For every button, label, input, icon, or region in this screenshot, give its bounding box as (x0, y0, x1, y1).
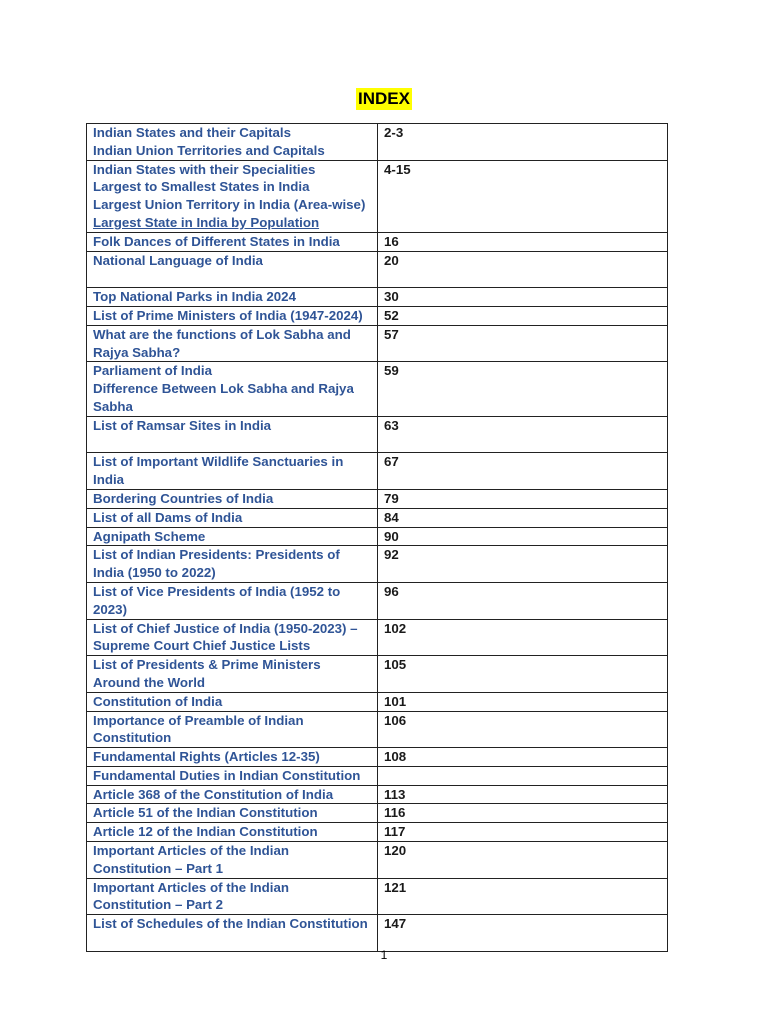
index-page-number: 113 (378, 785, 668, 804)
title-wrap (0, 88, 768, 110)
index-table-body (87, 124, 668, 952)
index-topic-cell (87, 489, 378, 508)
index-row (87, 232, 668, 251)
index-topic-line[interactable]: Constitution – Part 2 (93, 897, 224, 913)
index-row (87, 748, 668, 767)
index-topic-cell (87, 508, 378, 527)
index-topic-line[interactable]: Top National Parks in India 2024 (93, 289, 296, 305)
index-row (87, 416, 668, 453)
index-topic-cell (87, 160, 378, 232)
index-row (87, 306, 668, 325)
index-topic-line[interactable]: Fundamental Duties in Indian Constitution (93, 767, 361, 783)
index-topic-cell (87, 711, 378, 748)
index-row (87, 251, 668, 288)
index-topic-line[interactable]: List of Schedules of the Indian Constitution (93, 916, 368, 932)
index-topic-line[interactable]: Difference Between Lok Sabha and Rajya (93, 381, 354, 397)
index-topic-cell (87, 878, 378, 915)
index-page-number: 116 (378, 804, 668, 823)
index-topic-line[interactable]: Indian Union Territories and Capitals (93, 142, 325, 158)
index-topic-line[interactable]: List of Chief Justice of India (1950-2023) – (93, 620, 358, 636)
index-row (87, 527, 668, 546)
index-row (87, 878, 668, 915)
index-page-number: 67 (378, 453, 668, 490)
index-row (87, 124, 668, 161)
index-topic-cell (87, 656, 378, 693)
index-topic-cell (87, 785, 378, 804)
index-page-number: 30 (378, 288, 668, 307)
index-row (87, 766, 668, 785)
index-topic-line[interactable]: List of Prime Ministers of India (1947-2024) (93, 307, 363, 323)
index-topic-cell (87, 453, 378, 490)
index-topic-line[interactable]: Article 51 of the Indian Constitution (93, 805, 318, 821)
index-row (87, 453, 668, 490)
index-topic-line[interactable]: India (1950 to 2022) (93, 565, 216, 581)
index-topic-line[interactable]: Constitution of India (93, 693, 223, 709)
index-topic-line[interactable]: Rajya Sabha? (93, 344, 181, 360)
index-page-number: 16 (378, 232, 668, 251)
index-topic-cell (87, 842, 378, 879)
index-topic-line[interactable]: Constitution (93, 730, 172, 746)
index-page-number: 105 (378, 656, 668, 693)
index-page-number: 108 (378, 748, 668, 767)
index-title: INDEX (358, 89, 410, 108)
index-topic-line[interactable]: List of Important Wildlife Sanctuaries in (93, 454, 344, 470)
index-page-number: 117 (378, 823, 668, 842)
index-page-number: 63 (378, 416, 668, 453)
index-topic-line[interactable]: Around the World (93, 674, 206, 690)
index-topic-line[interactable]: Important Articles of the Indian (93, 843, 290, 859)
index-topic-cell (87, 416, 378, 453)
index-row (87, 582, 668, 619)
index-topic-line[interactable]: Article 368 of the Constitution of India (93, 786, 334, 802)
index-topic-line[interactable]: Constitution – Part 1 (93, 860, 224, 876)
index-topic-cell (87, 748, 378, 767)
index-topic-line[interactable]: Supreme Court Chief Justice Lists (93, 638, 311, 654)
index-table (86, 123, 668, 952)
index-page-number: 120 (378, 842, 668, 879)
index-row (87, 546, 668, 583)
index-topic-cell (87, 546, 378, 583)
index-topic-cell (87, 251, 378, 288)
index-row (87, 692, 668, 711)
index-row (87, 508, 668, 527)
index-topic-line[interactable]: What are the functions of Lok Sabha and (93, 326, 351, 342)
index-page-number: 102 (378, 619, 668, 656)
index-topic-line[interactable]: Importance of Preamble of Indian (93, 712, 304, 728)
index-topic-cell (87, 288, 378, 307)
index-topic-line[interactable]: Largest to Smallest States in India (93, 179, 310, 195)
index-topic-cell (87, 692, 378, 711)
index-topic-line[interactable]: Fundamental Rights (Articles 12-35) (93, 749, 320, 765)
index-topic-line[interactable]: India (93, 472, 125, 488)
index-page-number: 92 (378, 546, 668, 583)
index-row (87, 823, 668, 842)
index-page-number: 59 (378, 362, 668, 416)
index-topic-cell (87, 362, 378, 416)
index-page-number: 147 (378, 915, 668, 952)
index-row (87, 656, 668, 693)
index-page-number: 57 (378, 325, 668, 362)
index-page-number: 121 (378, 878, 668, 915)
index-topic-cell (87, 915, 378, 952)
index-topic-line[interactable]: 2023) (93, 601, 128, 617)
index-topic-line[interactable]: List of Indian Presidents: Presidents of (93, 547, 340, 563)
index-topic-line[interactable]: National Language of India (93, 252, 263, 268)
index-page-number: 79 (378, 489, 668, 508)
index-row (87, 489, 668, 508)
index-page-number: 20 (378, 251, 668, 288)
index-topic-cell (87, 306, 378, 325)
index-page-number: 2-3 (378, 124, 668, 161)
index-page-number: 90 (378, 527, 668, 546)
index-page-number (378, 766, 668, 785)
index-topic-cell (87, 766, 378, 785)
index-row (87, 842, 668, 879)
index-topic-line[interactable]: List of Presidents & Prime Ministers (93, 657, 321, 673)
index-topic-cell (87, 619, 378, 656)
index-topic-line[interactable]: Article 12 of the Indian Constitution (93, 824, 318, 840)
index-topic-line[interactable]: Folk Dances of Different States in India (93, 233, 340, 249)
index-topic-line[interactable]: Largest Union Territory in India (Area-wise) (93, 197, 366, 213)
index-topic-line[interactable]: Indian States and their Capitals (93, 125, 292, 140)
index-page-number: 106 (378, 711, 668, 748)
index-topic-cell (87, 823, 378, 842)
index-page-number: 96 (378, 582, 668, 619)
index-topic-line[interactable]: Indian States with their Specialities (93, 161, 316, 177)
index-topic-line[interactable]: Largest State in India by Population (93, 214, 320, 230)
index-page-number: 52 (378, 306, 668, 325)
index-topic-cell (87, 804, 378, 823)
index-topic-cell (87, 232, 378, 251)
page-number-footer: 1 (380, 948, 388, 962)
index-topic-cell (87, 325, 378, 362)
index-topic-cell (87, 124, 378, 161)
index-row (87, 160, 668, 232)
index-topic-line[interactable]: List of Ramsar Sites in India (93, 417, 272, 433)
index-page-number: 4-15 (378, 160, 668, 232)
index-row (87, 288, 668, 307)
index-row (87, 325, 668, 362)
index-topic-line[interactable]: Bordering Countries of India (93, 490, 274, 506)
index-page-number: 101 (378, 692, 668, 711)
index-topic-line[interactable]: Sabha (93, 398, 133, 414)
index-topic-line[interactable]: Important Articles of the Indian (93, 879, 290, 895)
index-row (87, 915, 668, 952)
index-row (87, 804, 668, 823)
index-page-number: 84 (378, 508, 668, 527)
index-topic-cell (87, 527, 378, 546)
index-topic-line[interactable] (93, 435, 372, 453)
index-row (87, 785, 668, 804)
index-topic-cell (87, 582, 378, 619)
index-row (87, 362, 668, 416)
index-row (87, 619, 668, 656)
index-topic-line[interactable]: Parliament of India (93, 363, 212, 379)
index-row (87, 711, 668, 748)
index-topic-line[interactable]: List of all Dams of India (93, 509, 243, 525)
index-topic-line[interactable]: List of Vice Presidents of India (1952 to (93, 583, 341, 599)
index-topic-line[interactable]: Agnipath Scheme (93, 528, 206, 544)
index-topic-line[interactable] (93, 269, 372, 287)
